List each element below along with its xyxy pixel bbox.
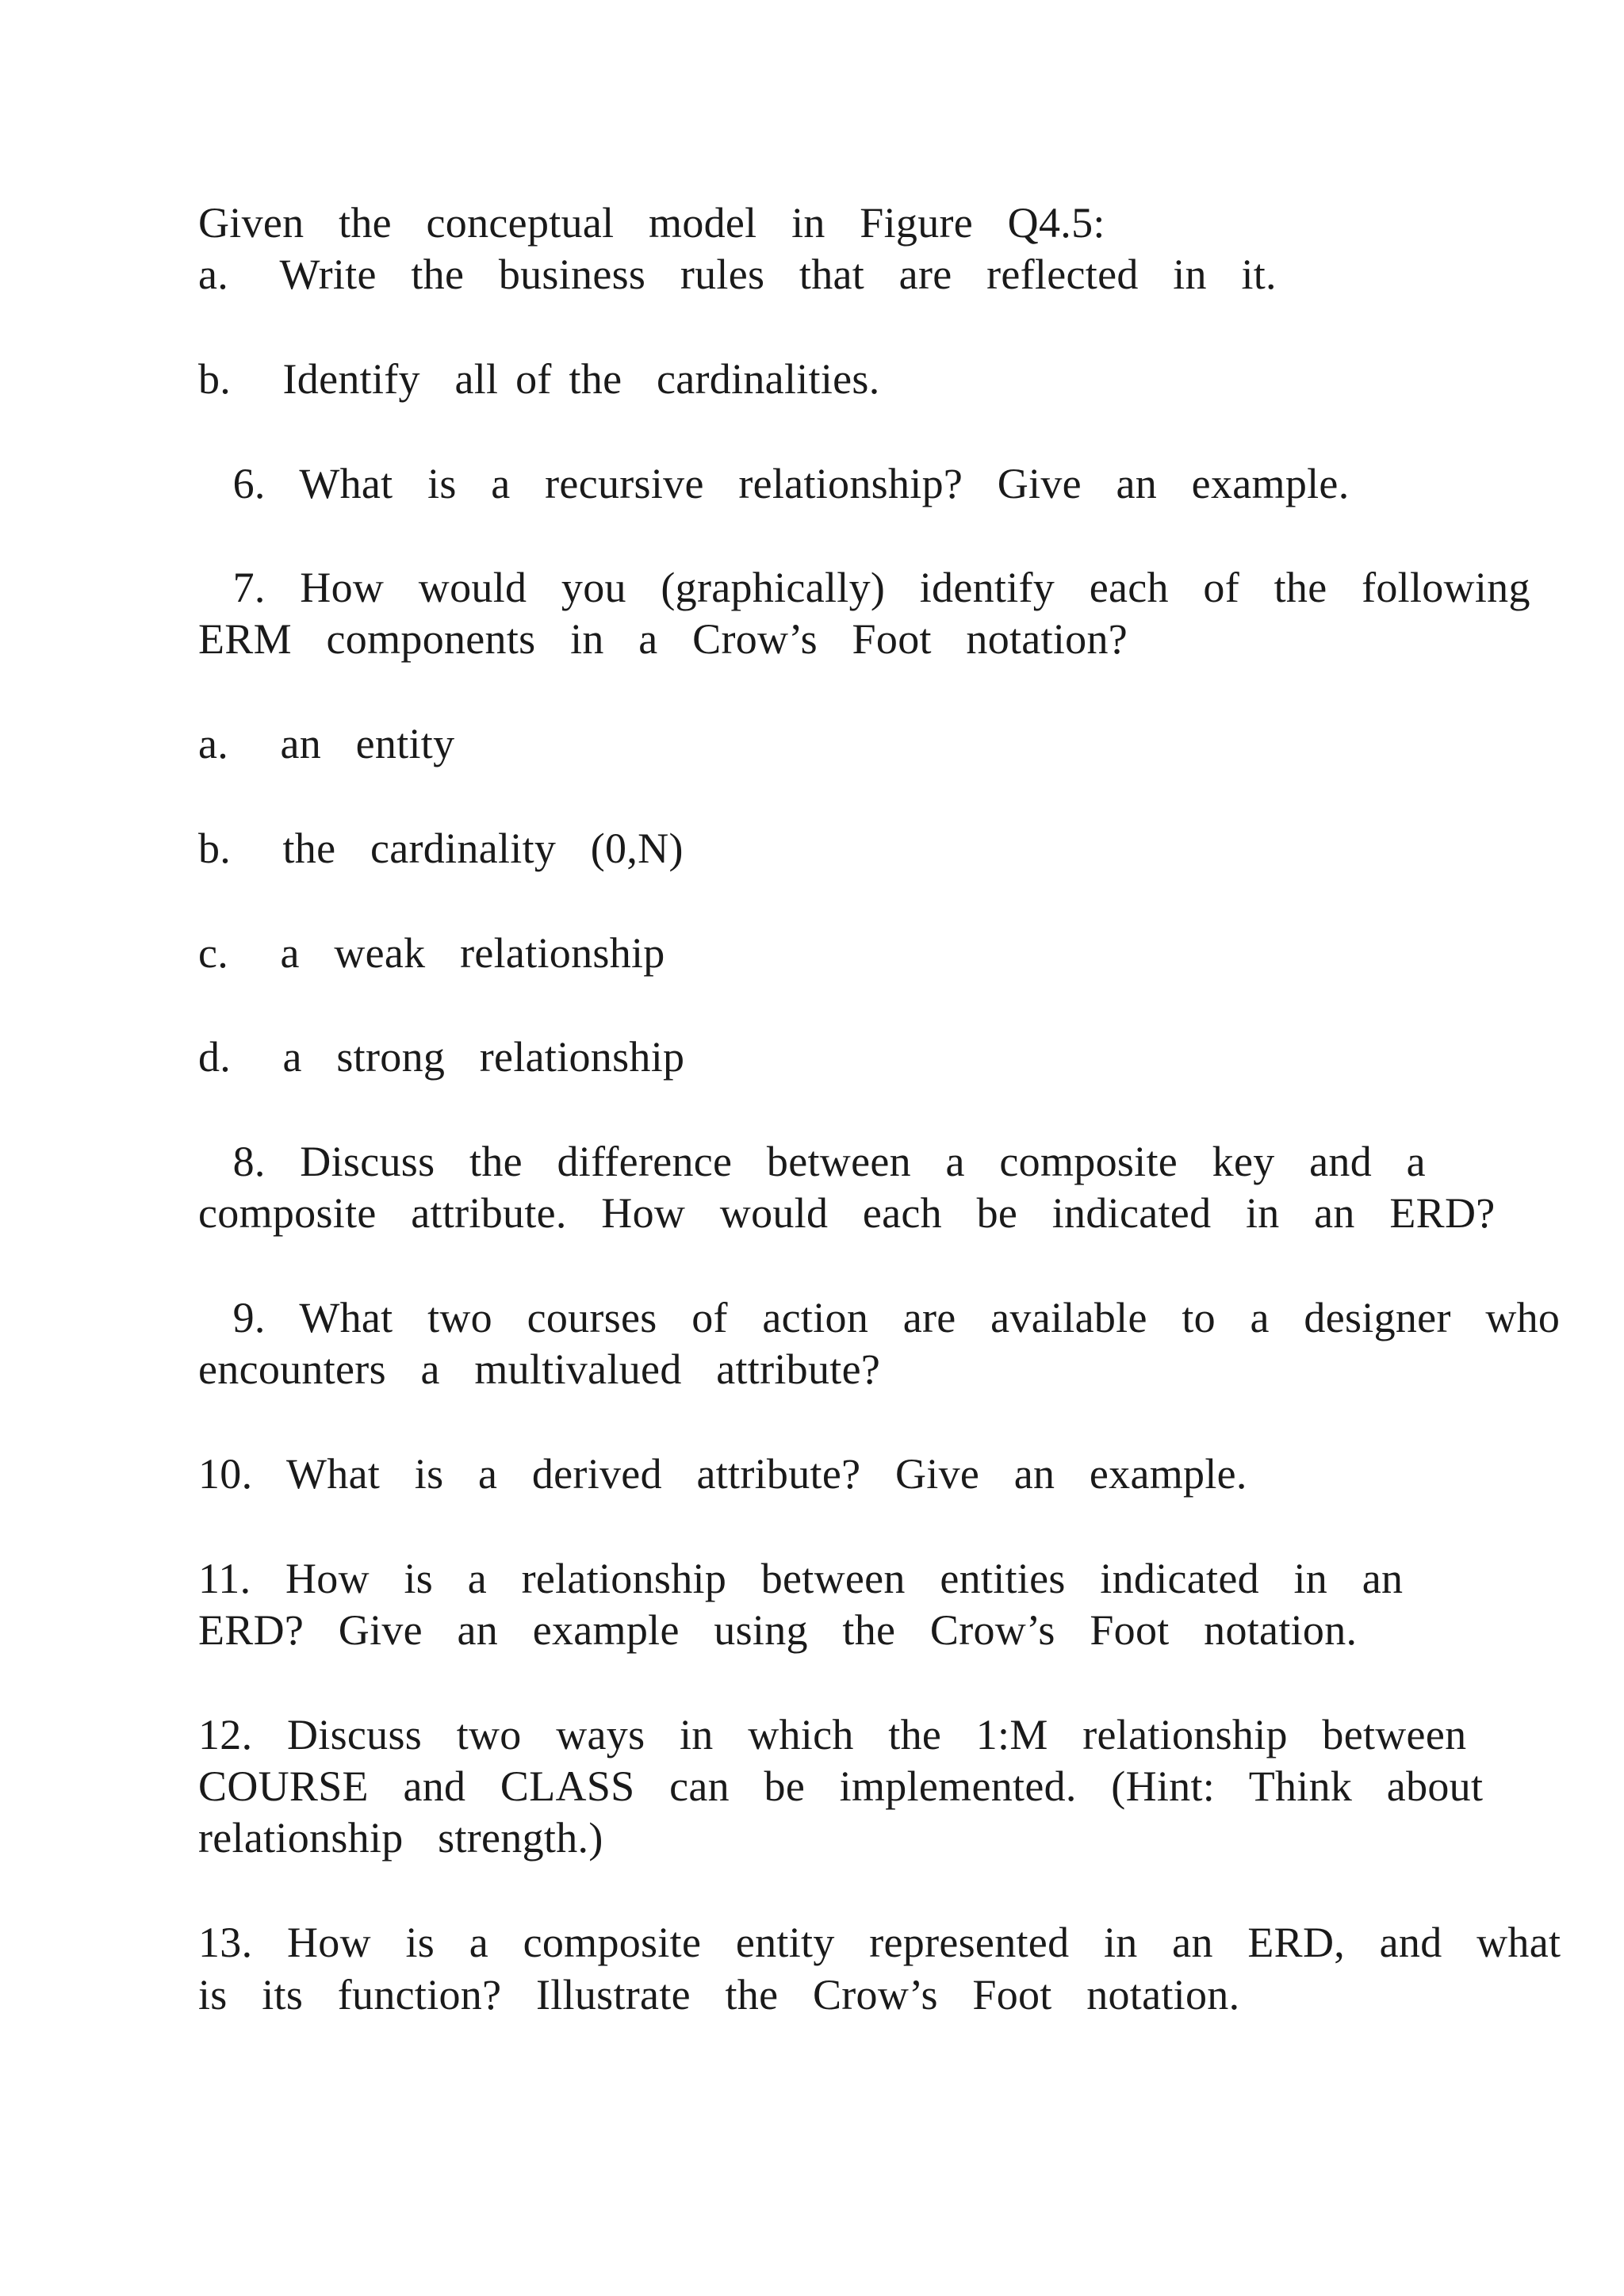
question-12-line-3: relationship strength.)	[198, 1814, 603, 1862]
intro-line: Given the conceptual model in Figure Q4.5:	[198, 199, 1105, 247]
question-5a: a. Write the business rules that are reflected in it.	[198, 251, 1277, 298]
question-5b: b. Identify all of the cardinalities.	[198, 355, 880, 403]
question-12-line-2: COURSE and CLASS can be implemented. (Hint: Think about	[198, 1762, 1484, 1810]
question-13-line-1: 13. How is a composite entity represented in an ERD, and what	[198, 1919, 1561, 1966]
question-7d: d. a strong relationship	[198, 1033, 685, 1081]
question-7-line-1: 7. How would you (graphically) identify each of the following	[198, 564, 1530, 611]
question-9-line-2: encounters a multivalued attribute?	[198, 1345, 881, 1393]
question-13-line-2: is its function? Illustrate the Crow’s Foot notation.	[198, 1971, 1240, 2019]
question-7c: c. a weak relationship	[198, 929, 665, 977]
question-11-line-2: ERD? Give an example using the Crow’s Foot notation.	[198, 1606, 1358, 1654]
question-12-line-1: 12. Discuss two ways in which the 1:M relationship between	[198, 1711, 1467, 1758]
question-8-line-2: composite attribute. How would each be indicated in an ERD?	[198, 1189, 1496, 1237]
question-7-line-2: ERM components in a Crow’s Foot notation?	[198, 615, 1128, 663]
question-6: 6. What is a recursive relationship? Give an example.	[198, 460, 1350, 507]
question-7a: a. an entity	[198, 720, 455, 767]
question-8-line-1: 8. Discuss the difference between a composite key and a	[198, 1138, 1426, 1185]
question-9-line-1: 9. What two courses of action are available to a designer who	[198, 1294, 1561, 1341]
question-11-line-1: 11. How is a relationship between entities indicated in an	[198, 1555, 1404, 1602]
question-10: 10. What is a derived attribute? Give an example.	[198, 1450, 1247, 1498]
question-7b: b. the cardinality (0,N)	[198, 825, 684, 872]
